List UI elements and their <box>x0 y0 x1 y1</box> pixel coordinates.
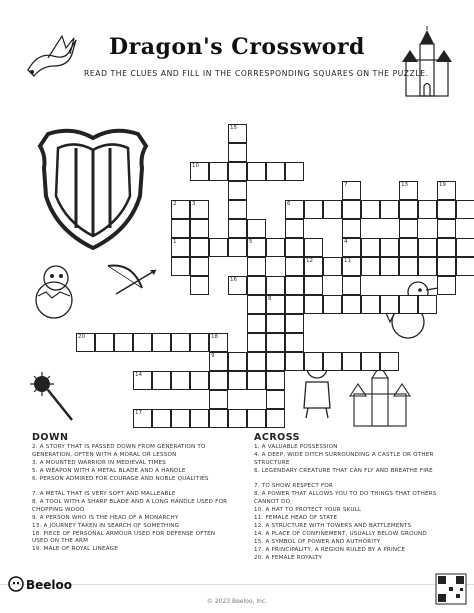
grid-cell[interactable] <box>304 276 323 295</box>
grid-cell[interactable] <box>342 200 361 219</box>
grid-cell[interactable] <box>171 257 190 276</box>
page-title: Dragon's Crossword <box>109 34 365 60</box>
grid-cell[interactable] <box>228 200 247 219</box>
grid-cell[interactable] <box>437 238 456 257</box>
grid-cell[interactable] <box>95 333 114 352</box>
grid-cell[interactable] <box>323 295 342 314</box>
across-clue: 7. TO SHOW RESPECT FOR <box>254 483 334 490</box>
grid-cell[interactable] <box>190 257 209 276</box>
grid-cell[interactable] <box>266 409 285 428</box>
grid-cell[interactable] <box>228 162 247 181</box>
grid-cell[interactable] <box>247 219 266 238</box>
grid-number: 1 <box>173 239 177 245</box>
grid-cell[interactable] <box>342 352 361 371</box>
down-clue: 13. A JOURNEY TAKEN IN SEARCH OF SOMETHING <box>32 522 180 529</box>
grid-cell[interactable] <box>456 238 474 257</box>
grid-cell[interactable] <box>361 200 380 219</box>
grid-cell[interactable] <box>228 371 247 390</box>
grid-number: 6 <box>287 201 291 207</box>
grid-cell[interactable] <box>342 219 361 238</box>
grid-cell[interactable] <box>323 257 342 276</box>
grid-number: 4 <box>344 239 348 245</box>
grid-cell[interactable] <box>285 314 304 333</box>
grid-number: 17 <box>135 410 142 416</box>
grid-cell[interactable] <box>399 200 418 219</box>
grid-cell[interactable] <box>247 295 266 314</box>
grid-cell[interactable] <box>228 181 247 200</box>
grid-cell[interactable] <box>190 238 209 257</box>
grid-cell[interactable] <box>133 333 152 352</box>
grid-cell[interactable] <box>266 371 285 390</box>
copyright: © 2023 Beeloo, Inc. <box>206 598 268 605</box>
grid-number: 11 <box>344 258 351 264</box>
grid-cell[interactable] <box>399 238 418 257</box>
grid-cell[interactable] <box>247 352 266 371</box>
crossbow-icon <box>102 258 162 308</box>
grid-cell[interactable] <box>304 295 323 314</box>
down-clue: 2. A STORY THAT IS PASSED DOWN FROM GENERATION TO GENERATION, OFTEN WITH A MORAL OR LESSON <box>32 444 206 458</box>
grid-cell[interactable] <box>304 238 323 257</box>
grid-cell[interactable] <box>342 295 361 314</box>
across-clue: 10. A HAT TO PROTECT YOUR SKULL <box>254 506 362 513</box>
qr-code-icon <box>436 574 466 604</box>
across-clue: 6. LEGENDARY CREATURE THAT CAN FLY AND BREATHE FIRE <box>254 467 433 474</box>
grid-cell[interactable] <box>380 257 399 276</box>
grid-cell[interactable] <box>437 219 456 238</box>
grid-cell[interactable] <box>228 143 247 162</box>
grid-cell[interactable] <box>152 371 171 390</box>
down-clue: 7. A METAL THAT IS VERY SOFT AND MALLEABLE <box>32 491 176 498</box>
grid-cell[interactable] <box>209 238 228 257</box>
mace-icon <box>30 372 76 424</box>
across-clue: 12. A STRUCTURE WITH TOWERS AND BATTLEMENTS <box>254 522 412 529</box>
grid-cell[interactable] <box>266 352 285 371</box>
down-clue: 19. MALE OF ROYAL LINEAGE <box>32 546 118 553</box>
grid-cell[interactable] <box>418 200 437 219</box>
grid-cell[interactable] <box>247 371 266 390</box>
grid-cell[interactable] <box>418 257 437 276</box>
down-clue: 18. PIECE OF PERSONAL ARMOUR USED FOR DEFENSE OFTEN USED ON THE ARM <box>32 530 216 545</box>
grid-cell[interactable] <box>285 295 304 314</box>
grid-cell[interactable] <box>228 219 247 238</box>
grid-cell[interactable] <box>361 295 380 314</box>
grid-cell[interactable] <box>209 162 228 181</box>
grid-cell[interactable] <box>152 333 171 352</box>
down-clue: 9. A PERSON WHO IS THE HEAD OF A MONARCHY <box>32 514 179 521</box>
grid-cell[interactable] <box>418 238 437 257</box>
grid-cell[interactable] <box>285 219 304 238</box>
grid-cell[interactable] <box>228 238 247 257</box>
grid-cell[interactable] <box>399 295 418 314</box>
grid-cell[interactable] <box>437 276 456 295</box>
grid-cell[interactable] <box>247 162 266 181</box>
grid-cell[interactable] <box>114 333 133 352</box>
grid-cell[interactable] <box>266 276 285 295</box>
grid-cell[interactable] <box>247 257 266 276</box>
grid-cell[interactable] <box>266 314 285 333</box>
grid-cell[interactable] <box>209 409 228 428</box>
across-clue: 11. FEMALE HEAD OF STATE <box>254 514 338 521</box>
across-clue: 1. A VALUABLE POSSESSION <box>254 444 338 450</box>
grid-cell[interactable] <box>190 333 209 352</box>
across-clue: 4. A DEEP, WIDE DITCH SURROUNDING A CASTLE OR OTHER STRUCTURE <box>254 452 434 466</box>
castle-icon <box>398 26 456 98</box>
grid-cell[interactable] <box>190 371 209 390</box>
castle-icon <box>344 364 416 428</box>
grid-cell[interactable] <box>152 409 171 428</box>
grid-cell[interactable] <box>380 352 399 371</box>
across-clue: 15. A SYMBOL OF POWER AND AUTHORITY <box>254 538 381 545</box>
brand-name: Beeloo <box>26 578 73 592</box>
down-heading: DOWN <box>32 432 69 443</box>
grid-cell[interactable] <box>266 238 285 257</box>
grid-number: 20 <box>78 334 85 340</box>
grid-number: 18 <box>211 334 218 340</box>
grid-cell[interactable] <box>190 276 209 295</box>
grid-number: 13 <box>401 182 408 188</box>
grid-cell[interactable] <box>247 276 266 295</box>
across-clue: 17. A PRINCIPALITY, A REGION RULED BY A PRINCE <box>254 546 406 553</box>
grid-number: 7 <box>344 182 348 188</box>
down-clue: 3. A MOUNTED WARRIOR IN MEDIEVAL TIMES <box>32 459 167 466</box>
across-heading: ACROSS <box>254 432 300 443</box>
grid-number: 10 <box>192 163 199 169</box>
grid-number: 3 <box>192 201 196 207</box>
grid-cell[interactable] <box>171 409 190 428</box>
grid-cell[interactable] <box>304 352 323 371</box>
grid-cell[interactable] <box>418 295 437 314</box>
grid-cell[interactable] <box>399 219 418 238</box>
grid-cell[interactable] <box>285 333 304 352</box>
grid-cell[interactable] <box>323 200 342 219</box>
grid-number: 15 <box>230 125 237 131</box>
across-clue: 20. A FEMALE ROYALTY <box>254 554 323 561</box>
dragon-icon <box>18 32 88 82</box>
grid-number: 19 <box>439 182 446 188</box>
grid-cell[interactable] <box>190 219 209 238</box>
grid-number: 5 <box>249 239 253 245</box>
grid-cell[interactable] <box>361 238 380 257</box>
grid-cell[interactable] <box>266 390 285 409</box>
grid-cell[interactable] <box>266 162 285 181</box>
grid-number: 14 <box>135 372 142 378</box>
grid-cell[interactable] <box>437 200 456 219</box>
grid-number: 2 <box>173 201 177 207</box>
grid-cell[interactable] <box>247 333 266 352</box>
beeloo-logo-icon <box>8 576 24 592</box>
grid-cell[interactable] <box>285 238 304 257</box>
dragon-egg-icon <box>30 262 78 320</box>
grid-cell[interactable] <box>209 390 228 409</box>
grid-cell[interactable] <box>171 371 190 390</box>
across-clue: 8. A POWER THAT ALLOWS YOU TO DO THINGS THAT OTHERS CANNOT DO <box>254 491 437 505</box>
grid-cell[interactable] <box>190 409 209 428</box>
grid-cell[interactable] <box>171 219 190 238</box>
grid-cell[interactable] <box>228 409 247 428</box>
grid-cell[interactable] <box>247 314 266 333</box>
grid-number: 9 <box>211 353 215 359</box>
down-clue: 5. A WEAPON WITH A METAL BLADE AND A HANDLE <box>32 467 186 474</box>
grid-cell[interactable] <box>285 162 304 181</box>
grid-cell[interactable] <box>380 200 399 219</box>
grid-cell[interactable] <box>285 352 304 371</box>
grid-cell[interactable] <box>323 352 342 371</box>
grid-cell[interactable] <box>285 276 304 295</box>
grid-cell[interactable] <box>437 257 456 276</box>
grid-cell[interactable] <box>304 200 323 219</box>
grid-cell[interactable] <box>361 257 380 276</box>
grid-cell[interactable] <box>171 333 190 352</box>
grid-cell[interactable] <box>285 257 304 276</box>
grid-number: 12 <box>306 258 313 264</box>
grid-cell[interactable] <box>228 352 247 371</box>
grid-cell[interactable] <box>380 295 399 314</box>
grid-cell[interactable] <box>342 276 361 295</box>
down-clue: 6. PERSON ADMIRED FOR COURAGE AND NOBLE QUALITIES <box>32 475 209 482</box>
instructions: READ THE CLUES AND FILL IN THE CORRESPONDING SQUARES ON THE PUZZLE. <box>84 69 429 78</box>
grid-cell[interactable] <box>209 371 228 390</box>
grid-cell[interactable] <box>361 352 380 371</box>
grid-cell[interactable] <box>266 333 285 352</box>
shield-icon <box>36 126 150 254</box>
grid-cell[interactable] <box>380 238 399 257</box>
grid-cell[interactable] <box>247 409 266 428</box>
grid-cell[interactable] <box>456 257 474 276</box>
grid-cell[interactable] <box>399 257 418 276</box>
down-clue: 8. A TOOL WITH A SHARP BLADE AND A LONG HANDLE USED FOR CHOPPING WOOD <box>32 499 228 513</box>
grid-number: 8 <box>268 296 272 302</box>
grid-number: 16 <box>230 277 237 283</box>
across-clue: 14. A PLACE OF CONFINEMENT, USUALLY BELOW GROUND <box>254 530 427 537</box>
grid-cell[interactable] <box>456 200 474 219</box>
